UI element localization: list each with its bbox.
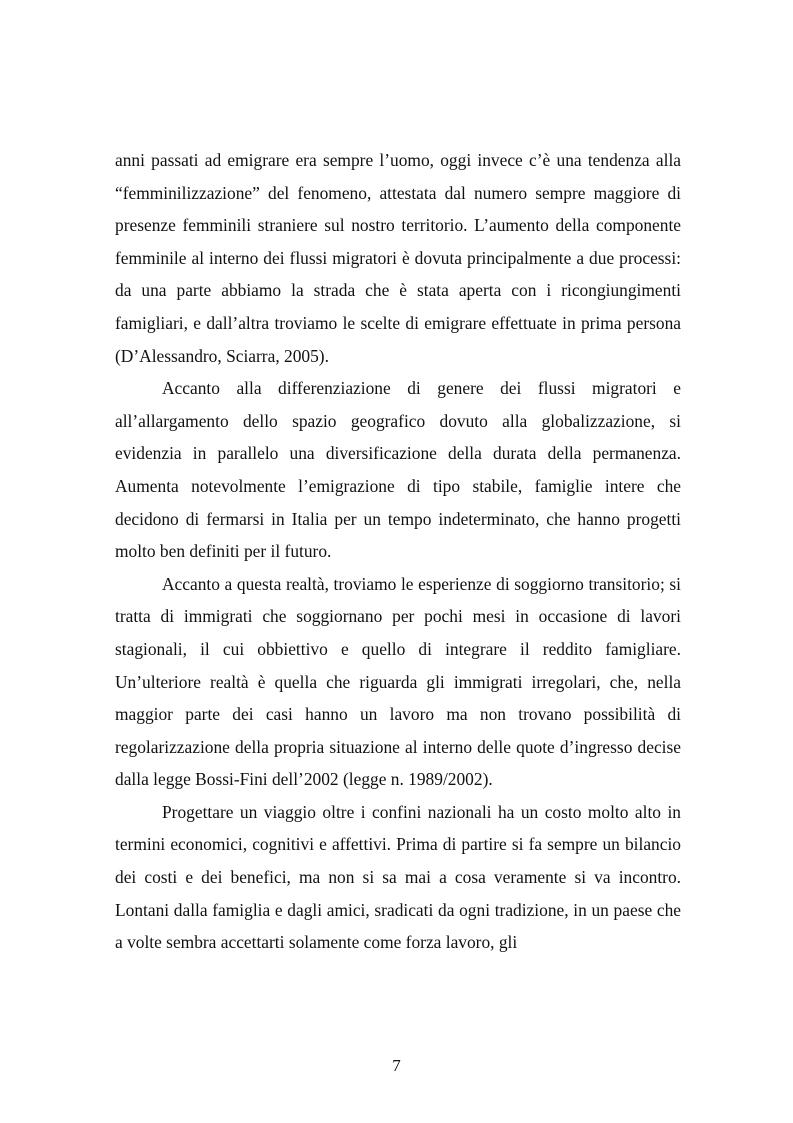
paragraph-3: Accanto a questa realtà, troviamo le esperienze di soggiorno transitorio; si tratta di immigrati che soggiornano per pochi mesi in occasione di lavori stagionali, il cui obbiettivo e quello di integrare il reddito famigliare. Un’ulteriore realtà è quella che riguarda gli immigrati irregolari, che, nella maggior parte dei casi hanno un lavoro ma non trovano possibilità di regolarizzazione della propria situazione al interno delle quote d’ingresso decise dalla legge Bossi-Fini dell’2002 (legge n. 1989/2002). (115, 573, 681, 790)
paragraph-2: Accanto alla differenziazione di genere dei flussi migratori e all’allargamento dello spazio geografico dovuto alla globalizzazione, si evidenzia in parallelo una diversificazione della durata della permanenza. Aumenta notevolmente l’emigrazione di tipo stabile, famiglie intere che decidono di fermarsi in Italia per un tempo indeterminato, che hanno progetti molto ben definiti per il futuro. (115, 378, 681, 562)
body-text (115, 144, 681, 959)
paragraph-4: Progettare un viaggio oltre i confini nazionali ha un costo molto alto in termini economici, cognitivi e affettivi. Prima di partire si fa sempre un bilancio dei costi e dei benefici, ma non si sa mai a cosa veramente si va incontro. Lontani dalla famiglia e dagli amici, sradicati da ogni tradizione, in un paese che a volte sembra accettarti solamente come forza lavoro, gli (115, 801, 681, 953)
paragraph-1: anni passati ad emigrare era sempre l’uomo, oggi invece c’è una tendenza alla “femminilizzazione” del fenomeno, attestata dal numero sempre maggiore di presenze femminili straniere sul nostro territorio. L’aumento della componente femminile al interno dei flussi migratori è dovuta principalmente a due processi: da una parte abbiamo la strada che è stata aperta con i ricongiungimenti famigliari, e dall’altra troviamo le scelte di emigrare effettuate in prima persona (D’Alessandro, Sciarra, 2005). (115, 150, 681, 366)
page-number: 7 (392, 1056, 401, 1075)
